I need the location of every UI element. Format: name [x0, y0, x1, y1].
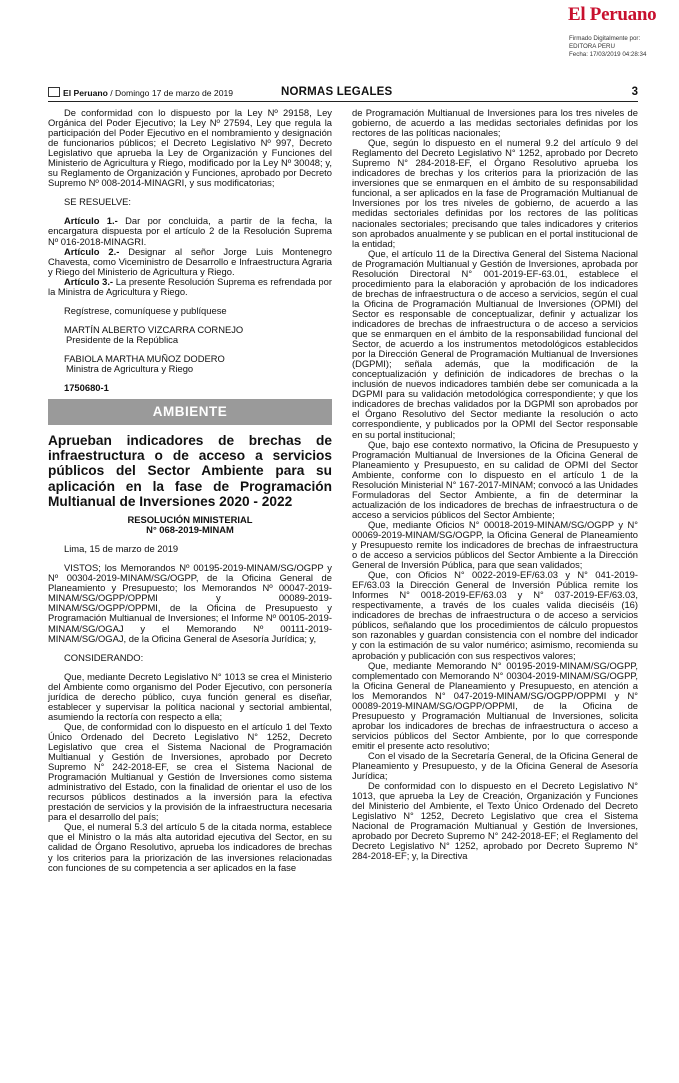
- resolution-type: RESOLUCIÓN MINISTERIAL: [127, 514, 253, 526]
- resolution-number: N° 068-2019-MINAM: [146, 524, 234, 536]
- paragraph: Que, mediante Decreto Legislativo N° 1013 se crea el Ministerio del Ambiente como organismo del Poder Ejecutivo, con personería jurídica de derecho público, cuya función general es diseñar, establecer y supervisar la política nacional y sectorial ambiental, asumiendo la rectoría con respecto a ella;: [48, 670, 332, 722]
- paragraph: Que, bajo ese contexto normativo, la Oficina de Presupuesto y Programación Multianual de Inversiones de la Oficina General de Planeamiento y Presupuesto, en su calidad de OPMI del Sector Ambiente, conforme con lo dispuesto en el artículo 1 de la Resolución Ministerial N° 167-2017-MINAM; convocó a las Unidades Formuladoras del Sector Ambiente, a fin de determinar la actualización de los indicadores de brechas de infraestructura o de acceso a servicios públicos del Sector Ambiente;: [352, 438, 638, 520]
- article-label: Artículo 3.-: [64, 275, 114, 287]
- right-column: [352, 108, 638, 862]
- article-3: [48, 277, 332, 297]
- signer-role: Ministra de Agricultura y Riego: [66, 362, 194, 374]
- registrese: Regístrese, comuníquese y publíquese: [64, 304, 227, 316]
- paragraph: Con el visado de la Secretaría General, de la Oficina General de Planeamiento y Presupuesto, y de la Oficina General de Asesoría Jurídica;: [352, 750, 638, 782]
- paragraph: Que, mediante Oficios N° 00018-2019-MINAM/SG/OGPP y N° 00069-2019-MINAM/SG/OGPP, la Oficina General de Planeamiento y Presupuesto remite los indicadores de brechas de infraestructura o de acceso a servicios públicos del Sector Ambiente a la Dirección General de Inversión Pública, para que sean validados;: [352, 518, 638, 571]
- document-code: [48, 383, 332, 393]
- signer-role: Presidente de la República: [66, 333, 179, 345]
- paragraph: Que, el artículo 11 de la Directiva General del Sistema Nacional de Programación Multianual y Gestión de Inversiones, aprobada por Resolución Directoral N° 001-2019-EF-63.01, establece el procedimiento para la elaboración y aprobación de los indicadores de brechas de infraestructura o de acceso a servicios, según el cual la Oficina de Programación Multianual de Inversiones (OPMI) del Sector es responsable de conceptualizar, definir y actualizar los indicadores de brechas de infraestructura o de acceso a servicios que se enmarquen en el ámbito de la responsabilidad funcional del Sector, de acuerdo a los instrumentos metodológicos establecidos por la Dirección General de Programación Multianual de Inversiones (DGPMI); señala además, que la modificación de la conceptualización y definición de indicadores de brechas o la inclusión de nuevos indicadores también debe ser comunicada a la DGPMI para su validación metodológica correspondiente; y que los indicadores de brechas validados por la DGPMI son aprobados por el Órgano Resolutivo del Sector mediante la resolución o acto correspondiente, y publicados por la OPMI del Sector responsable en su portal institucional;: [352, 247, 638, 440]
- header-date: / Domingo 17 de marzo de 2019: [107, 88, 234, 98]
- left-column: [48, 108, 332, 873]
- el-peruano-logo: El Peruano: [568, 4, 657, 25]
- paragraph: de Programación Multianual de Inversiones para los tres niveles de gobierno, de acuerdo a las medidas sectoriales definidas por los rectores de las políticas nacionales;: [352, 107, 638, 139]
- se-resuelve: SE RESUELVE:: [64, 196, 132, 208]
- header-paper: El Peruano: [63, 88, 108, 98]
- paragraph: Que, de conformidad con lo dispuesto en el artículo 1 del Texto Único Ordenado del Decreto Legislativo N° 1252, Decreto Legislativo que crea el Sistema Nacional de Programación Multianual y Gestión de Inversiones, aprobado por Decreto Supremo N° 242-2018-EF, se crea el Sistema Nacional de Programación Multianual y Gestión de Inversiones como sistema administrativo del Estado, con la finalidad de orientar el uso de los recursos públicos destinados a la inversión para la efectiva prestación de servicios y la provisión de la infraestructura necesaria para el desarrollo del país;: [48, 720, 332, 823]
- article-label: Artículo 2.-: [64, 245, 120, 257]
- resolution-title: Aprueban indicadores de brechas de infraestructura o de acceso a servicios públicos del Sector Ambiente para su aplicación en la fase de Programación Multianual de Inversiones 2020 - 2022: [48, 433, 332, 509]
- paragraph: De conformidad con lo dispuesto en el Decreto Legislativo N° 1013, que aprueba la Ley de Creación, Organización y Funciones del Ministerio del Ambiente, el Texto Único Ordenado del Decreto Legislativo N° 1252, Decreto Legislativo que crea el Sistema Nacional de Programación Multianual y Gestión de Inversiones, aprobado por Decreto Supremo N° 242-2018-EF; el Reglamento del Decreto Legislativo N° 1252, aprobado por Decreto Supremo N° 284-2018-EF; y, la Directiva: [352, 780, 638, 862]
- section-bar-ambiente: AMBIENTE: [48, 399, 332, 425]
- article-text: Dar por concluida, a partir de la fecha, la encargatura dispuesta por el artículo 2 de la Resolución Suprema Nº 016-2018-MINAGRI.: [48, 215, 333, 247]
- page-header: [48, 86, 638, 100]
- signature-line: EDITORA PERU: [569, 43, 615, 51]
- header-divider: [48, 101, 638, 102]
- vistos: VISTOS; los Memorandos Nº 00195-2019-MINAM/SG/OGPP y Nº 00304-2019-MINAM/SG/OGPP, de la Oficina General de Planeamiento y Presupuesto; los Memorandos Nº 00047-2019-MINAM/SG/OGPP/OPPMI y 00089-2019-MINAM/SG/OGPP/OPPMI, de la Oficina de Presupuesto y Programación Multianual de Inversiones; el Informe Nº 00105-2019-MINAM/SG/OGAJ y el Memorando Nº 00111-2019-MINAM/SG/OGAJ, de la Oficina General de Asesoría Jurídica; y,: [48, 562, 332, 644]
- paragraph: Que, según lo dispuesto en el numeral 9.2 del artículo 9 del Reglamento del Decreto Legislativo N° 1252, aprobado por Decreto Supremo N° 284-2018-EF, el Órgano Resolutivo aprueba los indicadores de brechas y los criterios para la priorización de las inversiones que se enmarquen en el ámbito de su responsabilidad funcional, a ser aplicados en la fase de Programación Multianual de Inversiones por los tres niveles de gobierno, de acuerdo a las medidas sectoriales definidas por los rectores de las políticas nacionales sectoriales; precisando que tales indicadores y criterios son aprobados anualmente y se publican en el portal institucional de la entidad;: [352, 137, 638, 249]
- coat-of-arms-icon: [48, 87, 60, 97]
- considerando: CONSIDERANDO:: [64, 651, 144, 663]
- resolution-date: Lima, 15 de marzo de 2019: [64, 543, 179, 555]
- code-text: 1750680-1: [64, 382, 109, 394]
- paragraph: Que, con Oficios N° 0022-2019-EF/63.03 y N° 041-2019-EF/63.03 la Dirección General de Inversión Pública remite los Informes N° 0018-2019-EF/63.03 y N° 037-2019-EF/63.03, respectivamente, a través de los cuales valida dieciséis (16) indicadores de brechas de infraestructura o de acceso a servicios públicos, señalando que los procedimientos de cálculo propuestos son razonables y guardan consistencia con el nombre del indicador y con la estimación de su valor numérico; asimismo, recomienda su aprobación y publicación con sus respectivos valores;: [352, 569, 638, 661]
- paragraph: Que, el numeral 5.3 del artículo 5 de la citada norma, establece que el Ministro o la más alta autoridad ejecutiva del Sector, en su calidad de Órgano Resolutivo, aprueba los indicadores de brechas y los criterios para la priorización de las inversiones relacionadas con funciones de su competencia a ser aplicados en la fase: [48, 821, 332, 873]
- signer-name: MARTÍN ALBERTO VIZCARRA CORNEJO: [64, 323, 244, 335]
- header-section: NORMAS LEGALES: [281, 86, 393, 98]
- paragraph: De conformidad con lo dispuesto por la Ley Nº 29158, Ley Orgánica del Poder Ejecutivo; la Ley Nº 27594, Ley que regula la participación del Poder Ejecutivo en el nombramiento y designación de funcionarios públicos; el Decreto Legislativo Nº 997, Decreto Legislativo que aprueba la Ley de Organización y Funciones del Ministerio de Agricultura y Riego, modificado por la Ley Nº 30048; y, su Reglamento de Organización y Funciones, aprobado por Decreto Supremo Nº 008-2014-MINAGRI, y sus modificatorias;: [48, 107, 332, 189]
- article-label: Artículo 1.-: [64, 215, 118, 227]
- digital-signature: [569, 35, 646, 60]
- page-number: 3: [631, 86, 638, 98]
- paragraph: Que, mediante Memorando N° 00195-2019-MINAM/SG/OGPP, complementado con Memorando N° 00304-2019-MINAM/SG/OGPP, la Oficina General de Planeamiento y Presupuesto, en atención a los Memorandos N° 047-2019-MINAM/SG/OGPP/OPPMI y N° 00089-2019-MINAM/SG/OGPP/OPPMI, de la Oficina de Presupuesto y Programación Multianual de Inversiones, solicita aprobar los indicadores de brechas de infraestructura o acceso a servicios públicos del Sector Ambiente, por lo que corresponde emitir el presente acto resolutivo;: [352, 659, 638, 751]
- article-text: La presente Resolución Suprema es refrendada por la Ministra de Agricultura y Riego.: [48, 275, 332, 297]
- signature-line: Firmado Digitalmente por:: [569, 35, 641, 42]
- header-left: [48, 87, 233, 98]
- article-2: [48, 247, 332, 277]
- signer-name: FABIOLA MARTHA MUÑOZ DODERO: [64, 352, 225, 364]
- signature-line: Fecha: 17/03/2019 04:28:34: [569, 51, 647, 59]
- article-1: [48, 216, 332, 246]
- article-text: Designar al señor Jorge Luis Montenegro Chavesta, como Viceministro de Desarrollo e Infraestructura Agraria y Riego del Ministerio de Agricultura y Riego.: [48, 245, 333, 277]
